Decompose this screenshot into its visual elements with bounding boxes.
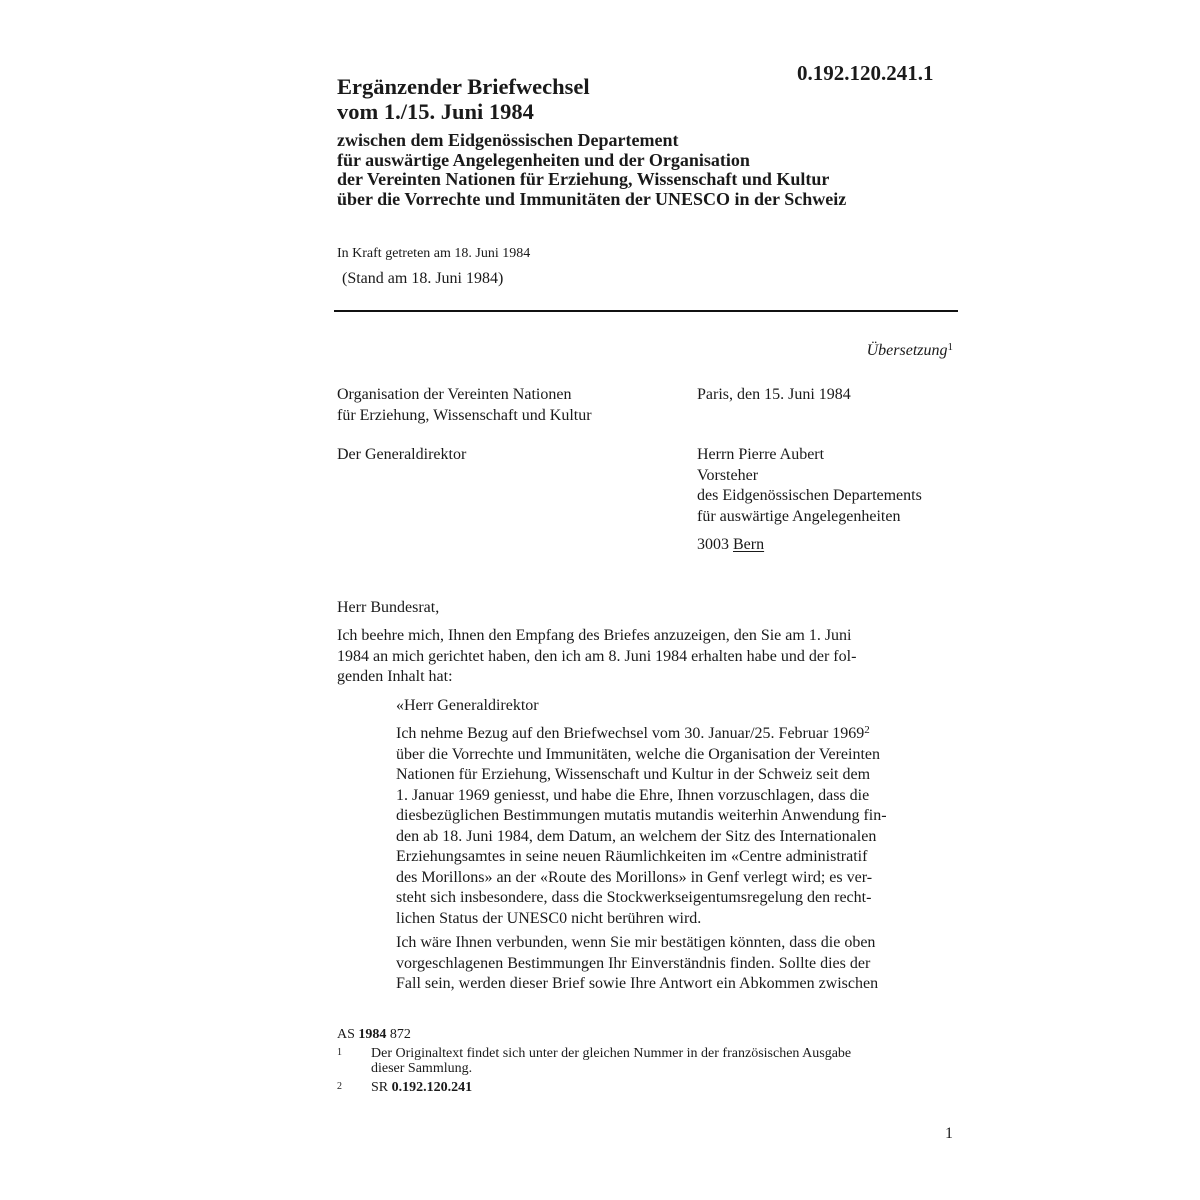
as-prefix: AS <box>337 1027 355 1042</box>
subtitle-line: der Vereinten Nationen für Erziehung, Wissenschaft und Kultur <box>337 169 830 189</box>
org-line: für Erziehung, Wissenschaft und Kultur <box>337 406 592 424</box>
document-title <box>337 74 590 124</box>
paragraph-line: lichen Status der UNESC0 nicht berühren wird. <box>396 909 702 927</box>
translation-text: Übersetzung <box>866 342 948 359</box>
sr-number: 0.192.120.241.1 <box>797 61 934 85</box>
paragraph-line: Fall sein, werden dieser Brief sowie Ihre Antwort ein Abkommen zwischen <box>396 975 879 992</box>
as-year: 1984 <box>358 1027 387 1042</box>
footnote-line: dieser Sammlung. <box>371 1060 473 1076</box>
footnote-sr-ref: 0.192.120.241 <box>391 1080 473 1095</box>
in-force-date: In Kraft getreten am 18. Juni 1984 <box>337 246 531 261</box>
subtitle-line: für auswärtige Angelegenheiten und der Organisation <box>337 149 750 170</box>
recipient-address <box>697 445 922 527</box>
sender-organization <box>337 385 592 426</box>
title-line: Ergänzender Briefwechsel <box>337 74 590 99</box>
page-number: 1 <box>945 1125 953 1142</box>
salutation: Herr Bundesrat, <box>337 599 440 616</box>
recipient-line: des Eidgenössischen Departements <box>697 487 922 504</box>
subtitle-line: zwischen dem Eidgenössischen Departement <box>337 130 679 150</box>
recipient-line: Herrn Pierre Aubert <box>697 446 825 463</box>
sender-title: Der Generaldirektor <box>337 446 467 463</box>
document-subtitle <box>337 131 846 209</box>
paragraph-line: genden Inhalt hat: <box>337 668 453 685</box>
footnote-number: 1 <box>337 1047 342 1058</box>
paragraph-line: Erziehungsamtes in seine neuen Räumlichkeiten im «Centre administratif <box>396 848 868 865</box>
subtitle-line: über die Vorrechte und Immunitäten der UNESCO in der Schweiz <box>337 188 847 209</box>
intro-paragraph <box>337 626 957 688</box>
as-reference <box>337 1027 411 1043</box>
title-line: vom 1./15. Juni 1984 <box>337 99 534 124</box>
footnote-line: Der Originaltext findet sich unter der gleichen Nummer in der französischen Ausgabe <box>371 1046 852 1061</box>
paragraph-line: diesbezüglichen Bestimmungen mutatis mutandis weiterhin Anwendung fin- <box>396 807 887 824</box>
as-page: 872 <box>389 1027 411 1042</box>
quoted-paragraph-1 <box>396 724 955 929</box>
paragraph-line: den ab 18. Juni 1984, dem Datum, an welchem der Sitz des Internationalen <box>396 827 877 845</box>
paragraph-line: 1. Januar 1969 geniesst, und habe die Ehre, Ihnen vorzuschlagen, dass die <box>396 786 870 804</box>
footnote-text <box>371 1081 931 1096</box>
paragraph-text: Ich nehme Bezug auf den Briefwechsel vom 30. Januar/25. Februar 1969 <box>396 725 865 742</box>
paragraph-line: des Morillons» an der «Route des Morillons» in Genf verlegt wird; es ver- <box>396 868 873 886</box>
city-name: Bern <box>733 536 765 553</box>
paragraph-line: steht sich insbesondere, dass die Stockwerkseigentumsregelung den recht- <box>396 889 872 906</box>
recipient-line: Vorsteher <box>697 466 759 484</box>
quoted-salutation: «Herr Generaldirektor <box>396 697 539 714</box>
footnote-ref[interactable]: 1 <box>947 341 953 353</box>
quoted-paragraph-2 <box>396 933 955 995</box>
status-date: (Stand am 18. Juni 1984) <box>342 270 504 287</box>
footnote-number: 2 <box>337 1081 342 1092</box>
paragraph-line <box>396 724 955 745</box>
postal-code: 3003 <box>697 536 729 553</box>
paragraph-line: über die Vorrechte und Immunitäten, welche die Organisation der Vereinten <box>396 745 880 763</box>
org-line: Organisation der Vereinten Nationen <box>337 386 572 403</box>
footnote-prefix: SR <box>371 1080 389 1095</box>
footnote-ref[interactable]: 2 <box>864 724 870 736</box>
paragraph-line: Ich wäre Ihnen verbunden, wenn Sie mir bestätigen könnten, dass die oben <box>396 934 876 951</box>
recipient-line: für auswärtige Angelegenheiten <box>697 507 901 525</box>
paragraph-line: Nationen für Erziehung, Wissenschaft und Kultur in der Schweiz seit dem <box>396 766 871 783</box>
paragraph-line: Ich beehre mich, Ihnen den Empfang des Briefes anzuzeigen, den Sie am 1. Juni <box>337 627 852 644</box>
place-date: Paris, den 15. Juni 1984 <box>697 386 851 403</box>
footnote-text <box>371 1047 931 1076</box>
header-divider <box>334 310 958 312</box>
postal-address <box>697 535 764 556</box>
paragraph-line: 1984 an mich gerichtet haben, den ich am 8. Juni 1984 erhalten habe und der fol- <box>337 647 857 665</box>
translation-label <box>867 341 953 360</box>
paragraph-line: vorgeschlagenen Bestimmungen Ihr Einverständnis finden. Sollte dies der <box>396 954 871 972</box>
